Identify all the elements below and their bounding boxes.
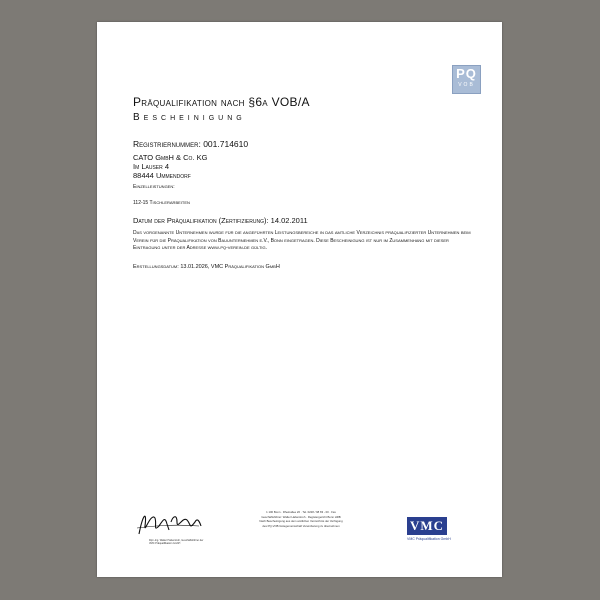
footer-legal-text (237, 510, 365, 528)
vmc-caption: VMC Präqualifikation GmbH (407, 537, 451, 541)
company-name: CATO GmbH & Co. KG (133, 153, 208, 162)
company-street: Im Lauser 4 (133, 162, 169, 171)
document-title: Präqualifikation nach §6a VOB/A (133, 95, 310, 109)
registration-number: Registriernummer: 001.714610 (133, 139, 249, 149)
footer-line: Geschäftsführer: Walter Haberstroh · Registergericht Bonn HRB (261, 514, 341, 519)
document-subtitle: Bescheinigung (133, 112, 246, 123)
pq-logo-main: PQ (456, 66, 477, 81)
handwritten-signature (133, 504, 205, 540)
pq-logo-sub: VOB (458, 82, 475, 88)
einzelleistungen-label: Einzelleistungen: (133, 184, 175, 190)
footer-line: Nach Bescheinigung aus dem amtlichen Verzeichnis der Verfügung (259, 519, 343, 523)
einzelleistung-item: 112-15 Tischlerarbeiten (133, 200, 190, 206)
footer-line: des PQ-VOB Gütegemeinschaft Vereinbarung zu übernehmen (262, 523, 340, 528)
footer-line: 1 100 Bonn · Rheinallee 20 · Tel. 0228 / 98 83 - 00 · Fax (266, 510, 336, 514)
signature-caption: Dipl.-Ing. Walter Haberstroh, Geschäftsführer der VMC Präqualifikation GmbH (149, 539, 204, 545)
pq-vob-logo (452, 65, 481, 94)
certification-date: Datum der Präqualifikation (Zertifizierung): 14.02.2011 (133, 216, 308, 225)
creation-date: Erstellungsdatum: 13.01.2026, VMC Präqualifikation GmbH (133, 264, 280, 270)
company-city: 88444 Ummendorf (133, 171, 191, 180)
certificate-page (97, 22, 502, 577)
company-address (133, 153, 207, 180)
certificate-body-text: Das vorgenannte Unternehmen wurde für die angeführten Leistungsbereiche in das amtliche Verzeichnis präqualifizierter Unternehmen beim Verein für die Präqualifikation von Bauunternehmen e.V., Bonn eingetragen. Diese Bescheinigung ist nur im Zusammenhang mit dieser Eintragung unter der Adresse www.pq-verein.de gültig. (133, 230, 471, 251)
vmc-logo: VMC (407, 517, 447, 535)
